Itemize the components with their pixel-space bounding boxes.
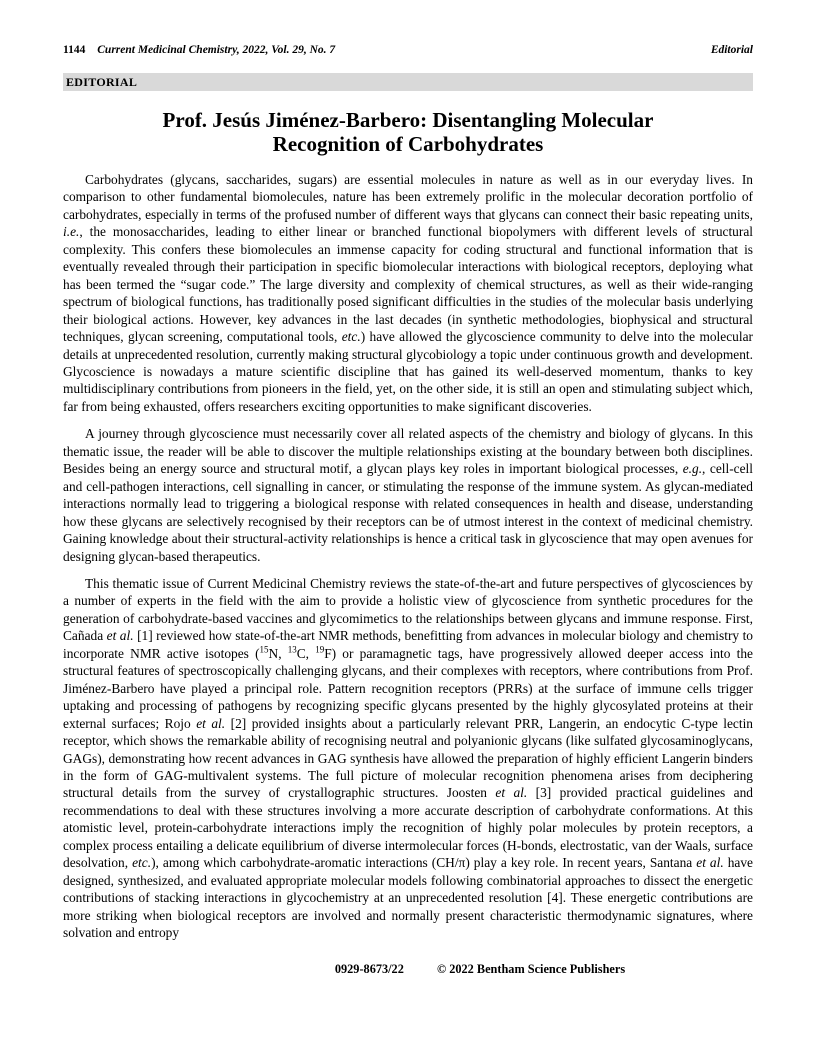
running-head-left [63,44,335,56]
section-label: Editorial [710,44,753,56]
editorial-kicker-label: EDITORIAL [66,75,138,89]
footer-issn: 0929-8673/22 [334,962,404,976]
paragraph: This thematic issue of Current Medicinal Chemistry reviews the state-of-the-art and future perspectives of glycosciences by a number of experts in the field with the aim to provide a holistic view of glycoscience from synthetic procedures for the generation of carbohydrate-based vaccines and glycomimetics to the relationships between glycans and immune response. First, Cañada et al. [1] reviewed how state-of-the-art NMR methods, benefitting from advances in molecular biology and chemistry to incorporate NMR active isotopes ($^{15}$N, $^{13}$C, $^{19}$F) or paramagnetic tags, have progressively allowed deeper access into the structural features of spectroscopically challenging glycans, and their complexes with receptors, where contributions from Prof. Jiménez-Barbero have played a principal role. Pattern recognition receptors (PRRs) at the surface of immune cells trigger uptaking and processing of pathogens by recognizing specific glycans presented by the highly glycosylated proteins at their external surfaces; Rojo et al. [2] provided insights about a particularly relevant PRR, Langerin, an endocytic C-type lectin receptor, which shows the remarkable ability of recognising neutral and polyanionic glycans (like sulfated glycosaminoglycans, GAGs), demonstrating how recent advances in GAG synthesis have allowed the preparation of highly efficient Langerin binders in the form of GAG-multivalent systems. The full picture of molecular recognition phenomena arises from deciphering structural details from the survey of crystallographic structures. Joosten et al. [3] provided practical guidelines and recommendations to deal with these structures involving a more accurate description of carbohydrate conformations. At this atomistic level, protein-carbohydrate interactions imply the recognition of highly polar molecules by protein receptors, a complex process entailing a delicate equilibrium of diverse intermolecular forces (H-bonds, electrostatic, van der Waals, surface desolvation, etc.), among which carbohydrate-aromatic interactions (CH/π) play a key role. In recent years, Santana et al. have designed, synthesized, and evaluated appropriate molecular models following combinatorial approaches to dissect the energetic contributions of stacking interactions in glycochemistry at an unprecedented resolution [4]. These energetic contributions are more striking when biological receptors are involved and normally present characteristic thermodynamic signatures, where solvation and entropy [63,575,754,941]
article-body [63,171,753,941]
paragraph: Carbohydrates (glycans, saccharides, sugars) are essential molecules in nature as well as in our everyday lives. In comparison to other fundamental biomolecules, nature has been extremely prolific in the molecular decoration portfolio of carbohydrates, especially in terms of the profused number of different ways that glycans can connect their basic repeating units, i.e., the monosaccharides, leading to either linear or branched functional biopolymers with different levels of structural complexity. This confers these biomolecules an immense capacity for coding structural and functional information that is eventually revealed through their participation in specific biomolecular interactions with biological receptors, deploying what has been termed the “sugar code.” The large diversity and complexity of chemical structures, as well as their wide-ranging spectrum of biological functions, has traditionally posed significant difficulties in the studies of the molecular basis underlying their biological actions. However, key advances in the last decades (in synthetic methodologies, biophysical and structural techniques, glycan screening, computational tools, etc.) have allowed the glycoscience community to delve into the molecular details at unprecedented resolution, currently making structural glycobiology a topic under continuous growth and development. Glycoscience is nowadays a mature scientific discipline that has gained its well-deserved momentum, thanks to key multidisciplinary contributions from pioneers in the field, yet, on the other side, it is still an open and stimulating subject which, far from being exhausted, offers researchers exciting opportunities to make significant discoveries. [63,172,753,414]
journal-citation: Current Medicinal Chemistry, 2022, Vol. 29, No. 7 [97,44,336,56]
running-head [63,44,753,56]
page-number: 1144 [63,44,86,56]
page-footer [135,962,816,977]
article-title: Prof. Jesús Jiménez-Barbero: Disentangling Molecular Recognition of Carbohydrates [162,108,654,156]
editorial-kicker-bar [63,73,753,91]
footer-copyright: © 2022 Bentham Science Publishers [436,962,626,976]
paragraph: A journey through glycoscience must necessarily cover all related aspects of the chemistry and biology of glycans. In this thematic issue, the reader will be able to discover the multiple relationships existing at the boundary between both disciplines. Besides being an energy source and structural motif, a glycan plays key roles in important biological processes, e.g., cell-cell and cell-pathogen interactions, cell signalling in cancer, or stimulating the response of the immune system. As glycan-mediated interactions normally lead to triggering a biological response with related consequences in health and disease, understanding how these glycans are selectively recognised by their receptors can be of utmost interest in the context of medicinal chemistry. Gaining knowledge about their structural-activity relationships is hence a critical task in glycoscience that may open avenues for designing glycan-based therapeutics. [63,426,753,564]
